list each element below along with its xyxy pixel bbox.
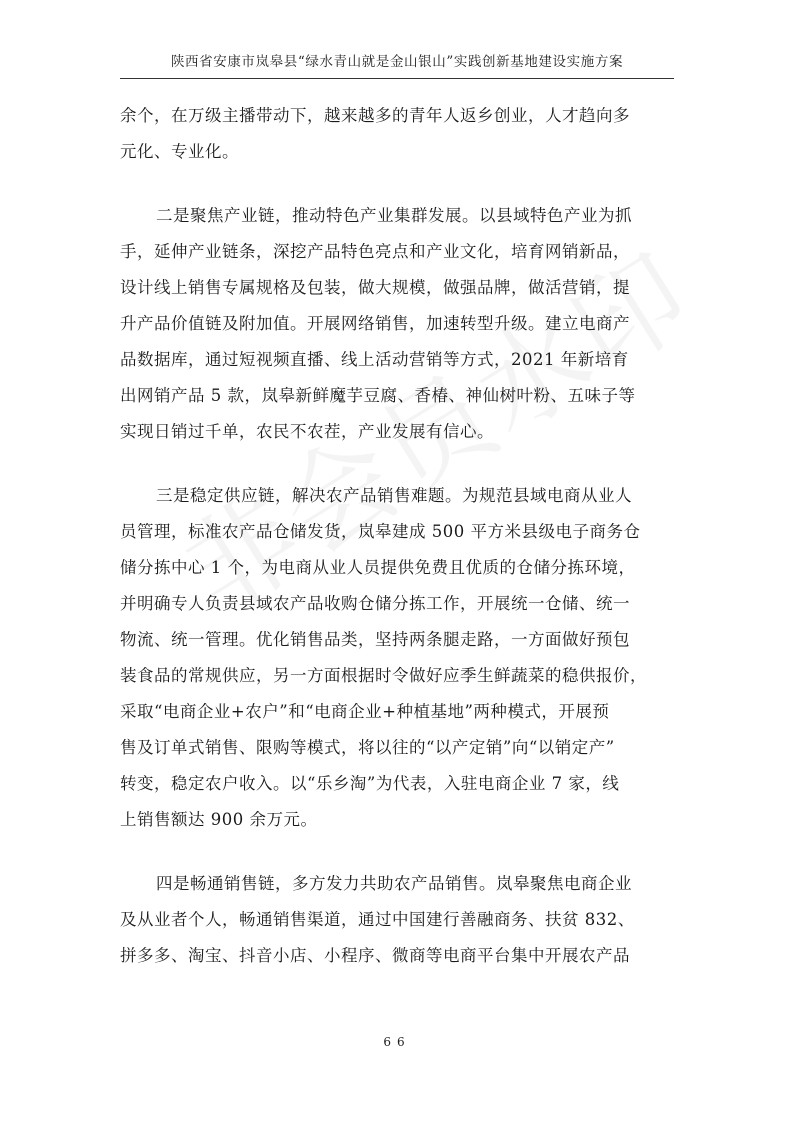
text-line: 设计线上销售专属规格及包装，做大规模，做强品牌，做活营销，提 <box>120 278 630 297</box>
page-header <box>120 52 674 79</box>
text-line: 并明确专人负责县域农产品收购仓储分拣工作，开展统一仓储、统一 <box>120 594 630 613</box>
paragraph <box>120 98 674 170</box>
document-title: 陕西省安康市岚皋县“绿水青山就是金山银山”实践创新基地建设实施方案 <box>170 54 624 70</box>
text-line: 升产品价值链及附加值。开展网络销售，加速转型升级。建立电商产 <box>120 314 630 333</box>
text-line: 品数据库，通过短视频直播、线上活动营销等方式，2021 年新培育 <box>120 350 629 369</box>
paragraph <box>120 478 674 838</box>
text-line: 余个，在万级主播带动下，越来越多的青年人返乡创业，人才趋向多 <box>120 106 630 125</box>
text-line: 装食品的常规供应，另一方面根据时令做好应季生鲜蔬菜的稳供报价， <box>120 666 647 685</box>
text-line: 储分拣中心 1 个，为电商从业人员提供免费且优质的仓储分拣环境， <box>120 558 636 577</box>
paragraph <box>120 866 674 974</box>
page-number: 66 <box>383 1035 411 1049</box>
text-line: 三是稳定供应链，解决农产品销售难题。为规范县域电商从业人 <box>156 486 632 505</box>
text-line: 出网销产品 5 款，岚皋新鲜魔芋豆腐、香椿、神仙树叶粉、五味子等 <box>120 386 636 405</box>
text-line: 元化、专业化。 <box>120 142 239 161</box>
text-line: 采取“电商企业+农户”和“电商企业+种植基地”两种模式，开展预 <box>120 702 610 721</box>
text-line: 四是畅通销售链，多方发力共助农产品销售。岚皋聚焦电商企业 <box>156 874 632 893</box>
text-line: 及从业者个人，畅通销售渠道，通过中国建行善融商务、扶贫 832、 <box>120 910 635 929</box>
document-body <box>120 98 674 974</box>
text-line: 员管理，标准农产品仓储发货，岚皋建成 500 平方米县级电子商务仓 <box>120 522 641 541</box>
text-line: 二是聚焦产业链，推动特色产业集群发展。以县域特色产业为抓 <box>156 206 632 225</box>
text-line: 拼多多、淘宝、抖音小店、小程序、微商等电商平台集中开展农产品 <box>120 946 630 965</box>
text-line: 上销售额达 900 余万元。 <box>120 810 318 829</box>
text-line: 手，延伸产业链条，深挖产品特色亮点和产业文化，培育网销新品， <box>120 242 630 261</box>
text-line: 转变，稳定农户收入。以“乐乡淘”为代表，入驻电商企业 7 家，线 <box>120 774 620 793</box>
text-line: 物流、统一管理。优化销售品类，坚持两条腿走路，一方面做好预包 <box>120 630 630 649</box>
text-line: 售及订单式销售、限购等模式，将以往的“以产定销”向“以销定产” <box>120 738 615 757</box>
paragraph <box>120 198 674 450</box>
text-line: 实现日销过千单，农民不农茬，产业发展有信心。 <box>120 422 494 441</box>
